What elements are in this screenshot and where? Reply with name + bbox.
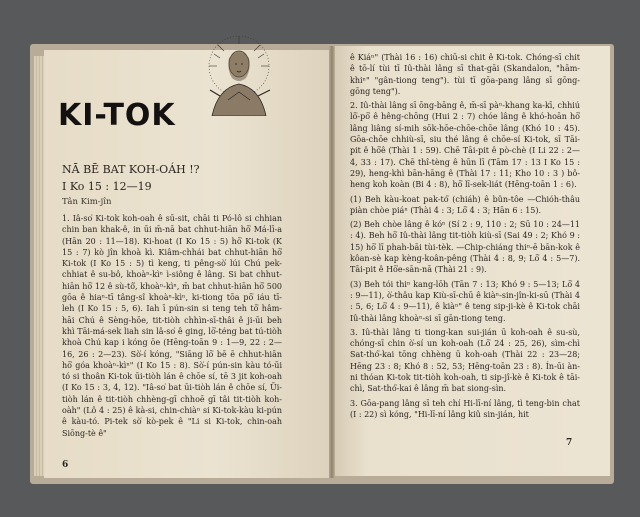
right-body-text bbox=[350, 52, 580, 423]
paragraph: (2) Beh chòe lâng ê kóⁿ (Sí 2 : 9, 110 : 2; Sū 10 : 24—11 : 4). Beh hō͘ Iû-thài lâng tit-tiòh kiù-sī (Sai 49 : 2; Khó 9 : 15) hō͘ lī phah-bāi tùi-tèk. —Chip-chiáng thiⁿ-ē bān-kok ê kôan-sè kap kèng-koân-pêng (Thài 4 : 8, 9; Lō͘ 4 : 5—7). Tāi-pit ê Hō͘e-sān-nā (Thài 21 : 9). bbox=[350, 220, 580, 275]
author-name: Tân Kim-jîn bbox=[62, 197, 112, 207]
paragraph: ê Kiáⁿ" (Thài 16 : 16) chiū-si chit ê Ki-tok. Chóng-sī chit ê tō-lí tùi tī Iû-thài lâng sī that-gāi (Skandalon, "hām-khiⁿ" "gân-tiong teng"). tùi tī gōa-pang lâng sī gōng-gōng teng"). bbox=[350, 53, 580, 96]
scripture-reference: I Ko 15 : 12—19 bbox=[62, 180, 152, 193]
paragraph: (3) Beh tói thiⁿ kang-lōh (Tān 7 : 13; Khó 9 : 5—13; Lō͘ 4 : 9—11), ò͘-thâu kap Kiù-sī-chū ê kiàⁿ-sin-jîn-ki-sū (Thài 4 : 5, 6; Lō͘ 4 : 9—11), ê kiàⁿ" ê teng sip-ji-kè ê Ki-tok chāi Iû-thài lâng khoàⁿ-si sī gān-tiong teng. bbox=[350, 279, 580, 323]
left-body-text bbox=[62, 213, 282, 442]
paragraph: 3. Iû-thài lâng ti tiong-kan sui-jián ū koh-oah ê su-sù, chóng-sī chin ò͘-sí un koh-oah (Lō͘ 24 : 25, 26), sìm-chì Sat-thó͘-kai tōng chhèng ū koh-oah (Thài 22 : 23—28; Hēng 23 : 8; Khó 8 : 52, 53; Hēng-toān 23 : 8). Ín-ūi àn-ni thóan Ki-tok tit-tiòh koh-oah, ti sip-jî-kè ê Ki-tok ê tāi-chì, Sat-thó͘-kai ê lâng m̄ bat siong-sìn. bbox=[350, 327, 580, 394]
paragraph: 3. Gōa-pang lâng sī teh chí Hi-lī-ní lâng, tì teng-bin chat (I : 22) sì kóng, "Hi-lī-ní lâng kiû sin-jián, hit bbox=[350, 398, 580, 419]
jesus-illustration bbox=[198, 30, 280, 116]
paragraph: (1) Beh kàu-koat pak-tó͘ (chiáh) ê bûn-tôe —Chióh-thâu piàn chòe piáⁿ (Thài 4 : 3; Lō͘ 4 : 3; Hān 6 : 15). bbox=[350, 194, 580, 215]
page-number-left: 6 bbox=[62, 460, 69, 470]
paragraph: 2. Iû-thài lâng sī ōng-bāng ê, m̄-sī pàⁿ-khang ka-kī, chhiú lō͘-pō͘ ê hêng-chōng (Hui 2 : 7) chóe lâng ê khó-hoān hō͘ lâng liâng sí-mih sōk-hōe-chōe-chōe lâng (Khó 10 : 45). Gōa-chōe chhiù-sī, siu thé lâng ê chōe-sí Ki-tok, sī Tāi-pit ê hō͘ê (Thài 1 : 59). Chē Tāi-pit ê pò-chè (I Li 22 : 2—4, 33 : 17). Chē thî-tèng ê hūn lī (Tām 17 : 13 I Ko 15 : 29), heng-khì bān-hāng ê (Thài 17 : 11; Kho 10 : 3 ) bô-heng koh koàn (Bi 4 : 8), hō͘ lī-sek-liát (Hēng-toān 1 : 6). bbox=[350, 101, 580, 190]
paragraph: 1. Iâ-so͘ Ki-tok koh-oah ê sū-sit, chāi ti Pó-lô si chhian chin ban khak-ê, in ūi m̄-nā bat chhut-hiān hō͘ Má-lī-a (Hān 20 : 11—18). Ki-hoat (I Ko 15 : 5) hō͘ Ki-tok (K 15 : 7) kò jîn khoà kì. Kiâm-chhái bat chhut-hiān hō͘ Ki-tok (I Ko 15 : 5) tì keng, ti pêng-sò͘ lúi Chú pek-chhiat ê su-bô, khoàⁿ-kìⁿ ì-siông ê lâng. Si bat chhut-hiān hō͘ 12 ê sù-tô͘, khoàⁿ-kìⁿ, m̄ bat chhut-hiān hō͘ 500 gōa ê hiaⁿ-tī tâng-sî khoàⁿ-kìⁿ, ki-tiong tōa pō͘ iáu tī-leh (I Ko 15 : 5, 6). Iah ī pún-sin si teng teh tō͘ hâm-hāi Chú ê Sèng-hōe, tit-tiòh chhìn-sī-thâi ê ji-ūi beh khì Tāi-má-sek liah sin lâ-so͘ ê ging, lō͘-téng bat tú-tiòh khoà Chú kap i kóng ōe (Hēng-toān 9 : 1—9, 22 : 2—16, 26 : 2—23). Sò͘-í kóng, "Siāng lō͘ bē ē chhut-hiān hō͘ góa khoàⁿ-kìⁿ" (I Ko 15 : 8). Sò͘-í pún-sin kàu tó-ūi tó si thoân Ki-tok ūi-tiòh lán ê chōe sí, tē 3 jit koh-oah (I Ko 15 : 3, 4, 12). "Iâ-so͘ bat ūi-tiòh lán ê chōe sí, Ūi-tiòh lán ê tit-tiòh chhèng-gī chhoē gī tâi tit-tiòh koh-oàh" (Lô 4 : 25) ê kà-si, chin-chiàⁿ si Ki-tok-kàu ki-pún ê kàu-tó. Pi-tek sò͘ kò-pek ê "Li si Ki-tok, chin-oah Siōng-tè ê" bbox=[62, 214, 282, 438]
page-number-right: 7 bbox=[566, 438, 573, 448]
book-spine bbox=[329, 46, 335, 478]
subtitle: NĀ BĒ BAT KOH-OÁH !? bbox=[62, 163, 200, 176]
page-title: KI-TOK bbox=[58, 98, 176, 133]
